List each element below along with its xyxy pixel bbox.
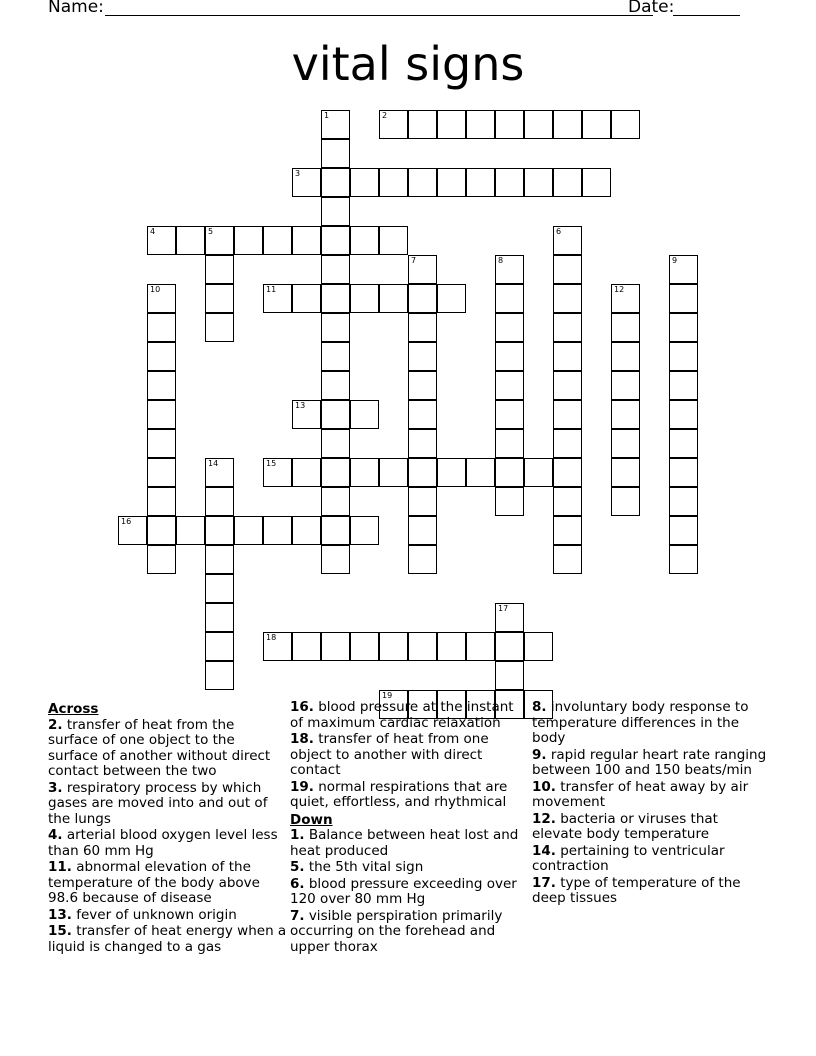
grid-cell[interactable] [669,545,698,574]
clue-item-number: 19. [290,778,314,795]
grid-cell[interactable] [205,516,234,545]
grid-cell[interactable] [379,226,408,255]
grid-cell[interactable] [263,458,292,487]
grid-cell[interactable] [495,487,524,516]
clue-item: 8. involuntary body response to temperature differences in the body [532,699,749,746]
clue-item-number: 17. [532,874,556,891]
grid-cell[interactable] [408,342,437,371]
grid-cell[interactable] [321,168,350,197]
grid-cell[interactable] [292,284,321,313]
grid-cell[interactable] [292,516,321,545]
grid-cell[interactable] [553,516,582,545]
grid-cell[interactable] [321,516,350,545]
grid-cell[interactable] [495,342,524,371]
grid-cell[interactable] [292,632,321,661]
grid-cell[interactable] [408,400,437,429]
grid-cell[interactable] [350,458,379,487]
grid-cell[interactable] [176,516,205,545]
clue-number: 1 [324,111,330,120]
grid-cell[interactable] [321,545,350,574]
grid-cell[interactable] [466,632,495,661]
clue-item: 19. normal respirations that are quiet, effortless, and rhythmical [290,778,508,810]
grid-cell[interactable] [321,371,350,400]
clue-number: 18 [266,633,277,642]
grid-cell[interactable] [147,400,176,429]
grid-cell[interactable] [408,110,437,139]
clue-number: 6 [556,227,562,236]
grid-cell[interactable] [524,168,553,197]
grid-cell[interactable] [263,284,292,313]
grid-cell[interactable] [350,284,379,313]
grid-cell[interactable] [147,429,176,458]
clue-number: 15 [266,459,277,468]
clue-item: 6. blood pressure exceeding over 120 over 80 mm Hg [290,875,517,907]
clue-item-number: 5. [290,859,305,875]
grid-cell[interactable] [176,226,205,255]
grid-cell[interactable] [234,516,263,545]
grid-cell[interactable] [553,284,582,313]
clue-item-number: 6. [290,875,305,892]
clue-item-number: 2. [48,716,63,733]
grid-cell[interactable] [350,168,379,197]
clues-column-right [532,700,772,908]
clue-item-number: 9. [532,746,547,763]
clue-number: 7 [411,256,417,265]
grid-cell[interactable] [553,110,582,139]
clues-column-middle [290,700,530,956]
grid-cell[interactable] [553,168,582,197]
grid-cell[interactable] [263,632,292,661]
clue-item-number: 10. [532,778,556,795]
clue-number: 10 [150,285,161,294]
grid-cell[interactable] [466,110,495,139]
grid-cell[interactable] [321,197,350,226]
grid-cell[interactable] [553,400,582,429]
clue-item-number: 13. [48,906,72,923]
grid-cell[interactable] [553,226,582,255]
grid-cell[interactable] [524,110,553,139]
clue-item-number: 18. [290,731,314,747]
grid-cell[interactable] [524,458,553,487]
grid-cell[interactable] [147,545,176,574]
grid-cell[interactable] [263,226,292,255]
grid-cell[interactable] [495,661,524,690]
grid-cell[interactable] [408,632,437,661]
grid-cell[interactable] [292,226,321,255]
grid-cell[interactable] [350,516,379,545]
grid-cell[interactable] [321,632,350,661]
clue-number: 9 [672,256,678,265]
grid-cell[interactable] [553,458,582,487]
clue-item-number: 8. [532,699,547,715]
clue-item: 9. rapid regular heart rate ranging between 100 and 150 beats/min [532,746,767,778]
grid-cell[interactable] [321,458,350,487]
grid-cell[interactable] [437,458,466,487]
grid-cell[interactable] [263,516,292,545]
grid-cell[interactable] [321,139,350,168]
grid-cell[interactable] [205,255,234,284]
clue-item: 12. bacteria or viruses that elevate body temperature [532,810,718,842]
grid-cell[interactable] [611,342,640,371]
grid-cell[interactable] [408,516,437,545]
clue-number: 12 [614,285,625,294]
grid-cell[interactable] [582,110,611,139]
clue-item-number: 16. [290,699,314,715]
grid-cell[interactable] [553,313,582,342]
clue-item: 1. Balance between heat lost and heat produced [290,827,519,859]
grid-cell[interactable] [495,168,524,197]
clue-number: 11 [266,285,277,294]
clue-item: 7. visible perspiration primarily occurring on the forehead and upper thorax [290,907,503,955]
clue-item-number: 15. [48,923,72,939]
grid-cell[interactable] [408,487,437,516]
grid-cell[interactable] [669,458,698,487]
clue-item-number: 11. [48,859,72,875]
clue-item-number: 1. [290,827,305,843]
grid-cell[interactable] [321,284,350,313]
grid-cell[interactable] [669,400,698,429]
grid-cell[interactable] [321,313,350,342]
grid-cell[interactable] [495,429,524,458]
grid-cell[interactable] [553,342,582,371]
grid-cell[interactable] [495,632,524,661]
clue-item: 15. transfer of heat energy when a liquid is changed to a gas [48,923,287,955]
clue-item: 18. transfer of heat from one object to another with direct contact [290,731,489,778]
grid-cell[interactable] [321,342,350,371]
grid-cell[interactable] [495,603,524,632]
grid-cell[interactable] [669,342,698,371]
clue-item: 4. arterial blood oxygen level less than 60 mm Hg [48,827,278,859]
grid-cell[interactable] [350,632,379,661]
clue-item: 2. transfer of heat from the surface of one object to the surface of another without direct contact between the two [48,716,271,779]
clue-item: 10. transfer of heat away by air movement [532,778,749,810]
grid-cell[interactable] [147,487,176,516]
grid-cell[interactable] [408,458,437,487]
grid-cell[interactable] [321,255,350,284]
clue-item-number: 14. [532,842,556,859]
grid-cell[interactable] [205,487,234,516]
grid-cell[interactable] [379,458,408,487]
grid-cell[interactable] [553,429,582,458]
grid-cell[interactable] [205,632,234,661]
grid-cell[interactable] [495,400,524,429]
grid-cell[interactable] [669,371,698,400]
grid-cell[interactable] [553,545,582,574]
grid-cell[interactable] [292,168,321,197]
grid-cell[interactable] [611,400,640,429]
grid-cell[interactable] [205,458,234,487]
grid-cell[interactable] [205,661,234,690]
grid-cell[interactable] [408,429,437,458]
grid-cell[interactable] [205,226,234,255]
grid-cell[interactable] [611,458,640,487]
grid-cell[interactable] [205,313,234,342]
grid-cell[interactable] [611,313,640,342]
grid-cell[interactable] [205,545,234,574]
name-label: Name: [48,0,104,17]
clue-number: 19 [382,691,393,700]
grid-cell[interactable] [669,284,698,313]
grid-cell[interactable] [611,429,640,458]
grid-cell[interactable] [611,110,640,139]
grid-cell[interactable] [524,632,553,661]
grid-cell[interactable] [553,371,582,400]
grid-cell[interactable] [466,168,495,197]
clue-item: 5. the 5th vital sign [290,859,424,875]
grid-cell[interactable] [408,255,437,284]
grid-cell[interactable] [205,284,234,313]
grid-cell[interactable] [669,255,698,284]
grid-cell[interactable] [350,226,379,255]
grid-cell[interactable] [321,226,350,255]
grid-cell[interactable] [495,110,524,139]
grid-cell[interactable] [205,603,234,632]
clue-number: 2 [382,111,388,120]
clue-item: 17. type of temperature of the deep tissues [532,874,741,906]
grid-cell[interactable] [408,313,437,342]
grid-cell[interactable] [669,313,698,342]
grid-cell[interactable] [321,487,350,516]
grid-cell[interactable] [147,284,176,313]
grid-cell[interactable] [147,313,176,342]
clue-item-number: 3. [48,779,63,796]
clue-item-number: 4. [48,827,63,843]
page-title: vital signs [291,37,525,91]
grid-cell[interactable] [408,284,437,313]
clue-item: 16. blood pressure at the instant of maximum cardiac relaxation [290,699,514,731]
grid-cell[interactable] [495,371,524,400]
clue-number: 3 [295,169,301,178]
grid-cell[interactable] [234,226,263,255]
grid-cell[interactable] [292,458,321,487]
grid-cell[interactable] [118,516,147,545]
grid-cell[interactable] [147,342,176,371]
grid-cell[interactable] [321,110,350,139]
grid-cell[interactable] [669,429,698,458]
grid-cell[interactable] [611,487,640,516]
grid-cell[interactable] [495,255,524,284]
clue-item: 14. pertaining to ventricular contraction [532,842,725,874]
clue-item-number: 7. [290,907,305,924]
grid-cell[interactable] [437,110,466,139]
grid-cell[interactable] [379,632,408,661]
clue-section-heading: Down [290,811,333,828]
clue-item: 3. respiratory process by which gases are moved into and out of the lungs [48,779,268,827]
grid-cell[interactable] [669,487,698,516]
clue-number: 5 [208,227,214,236]
grid-cell[interactable] [495,458,524,487]
grid-cell[interactable] [350,400,379,429]
grid-cell[interactable] [379,284,408,313]
grid-cell[interactable] [495,313,524,342]
grid-cell[interactable] [147,226,176,255]
grid-cell[interactable] [437,284,466,313]
grid-cell[interactable] [147,516,176,545]
clue-number: 4 [150,227,156,236]
grid-cell[interactable] [205,574,234,603]
grid-cell[interactable] [466,458,495,487]
clue-number: 14 [208,459,219,468]
clue-section-heading: Across [48,701,99,717]
grid-cell[interactable] [321,400,350,429]
clue-number: 8 [498,256,504,265]
grid-cell[interactable] [292,400,321,429]
grid-cell[interactable] [321,429,350,458]
clue-item-number: 12. [532,810,556,827]
clue-number: 17 [498,604,509,613]
date-label: Date: [628,0,675,17]
grid-cell[interactable] [495,284,524,313]
grid-cell[interactable] [553,255,582,284]
grid-cell[interactable] [611,371,640,400]
grid-cell[interactable] [379,110,408,139]
clue-number: 16 [121,517,132,526]
grid-cell[interactable] [669,516,698,545]
clue-item: 11. abnormal elevation of the temperature of the body above 98.6 because of disease [48,859,260,906]
grid-cell[interactable] [582,168,611,197]
grid-cell[interactable] [408,371,437,400]
clue-number: 13 [295,401,306,410]
clues-column-left [48,700,288,956]
grid-cell[interactable] [437,632,466,661]
grid-cell[interactable] [408,545,437,574]
grid-cell[interactable] [379,168,408,197]
grid-cell[interactable] [553,487,582,516]
grid-cell[interactable] [408,168,437,197]
clue-item: 13. fever of unknown origin [48,906,237,923]
grid-cell[interactable] [147,371,176,400]
grid-cell[interactable] [147,458,176,487]
grid-cell[interactable] [611,284,640,313]
grid-cell[interactable] [437,168,466,197]
